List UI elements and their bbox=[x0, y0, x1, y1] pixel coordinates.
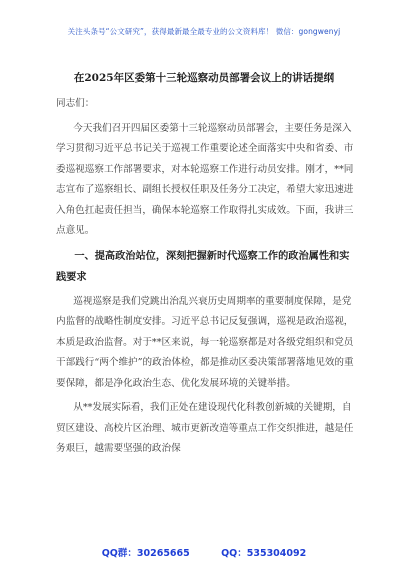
salutation: 同志们： bbox=[56, 98, 95, 109]
section-heading-1: 一、提高政治站位，深刻把握新时代巡察工作的政治属性和实践要求 bbox=[56, 249, 350, 283]
body-paragraph-3: 从**发展实际看，我们正处在建设现代化科教创新城的关键期，自贸区建设、高校片区治理、城市更新改造等重点工作交织推进，越是任务艰巨，越需要坚强的政治保 bbox=[56, 402, 354, 454]
body-paragraph-2: 巡视巡察是我们党跳出治乱兴衰历史周期率的重要制度保障，是党内监督的战略性制度安排。习近平总书记反复强调，巡视是政治巡视，本质是政治监督。对于**区来说，每一轮巡察都是对各级党组织和党员干部践行“两个维护”的政治体检，都是推动区委决策部署落地见效的重要保障，都是净化政治生态、优化发展环境的关键举措。 bbox=[56, 295, 354, 389]
footer-contact bbox=[0, 545, 408, 559]
document-body bbox=[56, 94, 358, 460]
footer-qq-group: QQ群：30265665 bbox=[101, 548, 190, 559]
header-banner: 关注头条号“公文研究”，获得最新最全最专业的公文资料库！ 微信：gongwenyj bbox=[67, 27, 341, 36]
document-title: 在2025年区委第十三轮巡察动员部署会议上的讲话提纲 bbox=[73, 72, 335, 84]
footer-qq: QQ：535304092 bbox=[221, 548, 307, 559]
intro-paragraph: 今天我们召开四届区委第十三轮巡察动员部署会，主要任务是深入学习贯彻习近平总书记关于巡视工作重要论述全面落实中央和省委、市委巡视巡察工作部署要求，对本轮巡察工作进行动员安排。刚才，**同志宣布了巡察组长、副组长授权任职及任务分工决定，希望大家迅速进入角色扛起责任担当，确保本轮巡察工作取得扎实成效。下面，我讲三点意见。 bbox=[56, 122, 354, 236]
